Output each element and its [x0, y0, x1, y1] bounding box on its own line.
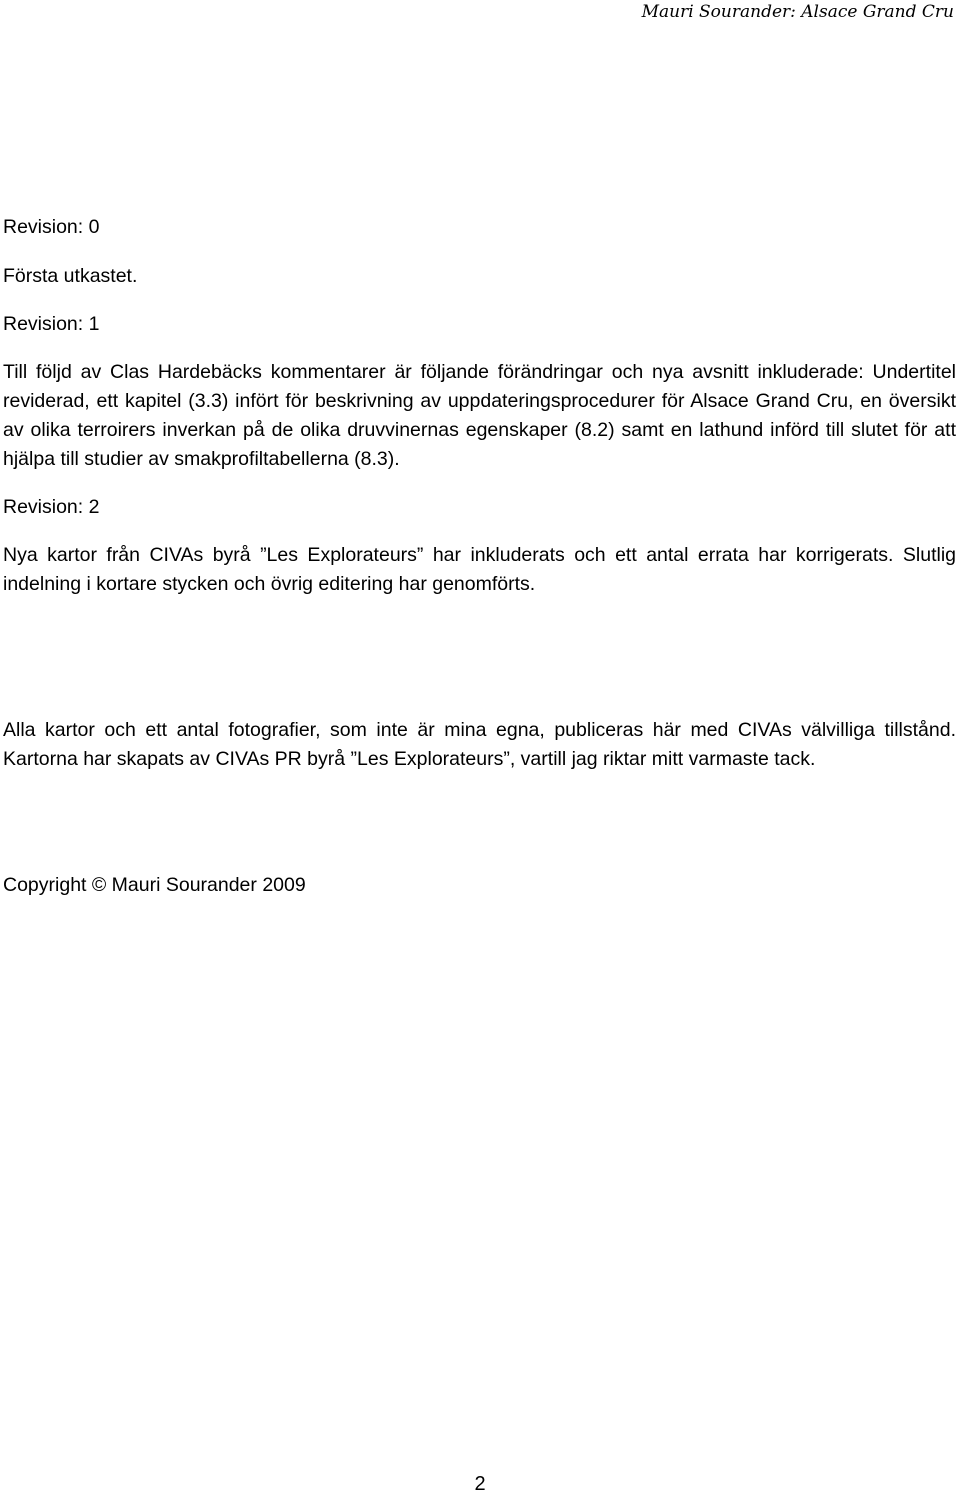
- page-number: 2: [474, 1473, 486, 1495]
- revision-1-heading: Revision: 1: [3, 313, 100, 335]
- running-header: Mauri Sourander: Alsace Grand Cru: [641, 2, 954, 22]
- revision-0-heading: Revision: 0: [3, 216, 100, 238]
- acknowledgement-paragraph: Alla kartor och ett antal fotografier, som inte är mina egna, publiceras här med CIVAs välvilliga tillstånd. Kartorna har skapats av CIVAs PR byrå ”Les Explorateurs”, vartill jag riktar mitt varmaste tack.: [3, 719, 956, 770]
- copyright-notice: Copyright © Mauri Sourander 2009: [3, 874, 306, 896]
- revision-2-text: Nya kartor från CIVAs byrå ”Les Explorateurs” har inkluderats och ett antal errata har korrigerats. Slutlig indelning i kortare stycken och övrig editering har genomförts.: [3, 544, 956, 595]
- revision-0-text: Första utkastet.: [3, 265, 138, 287]
- revision-2-heading: Revision: 2: [3, 496, 100, 518]
- revision-1-text: Till följd av Clas Hardebäcks kommentarer är följande förändringar och nya avsnitt inkluderade: Undertitel reviderad, ett kapitel (3.3) infört för beskrivning av uppdateringsprocedurer för Alsace Grand Cru, en översikt av olika terroirers inverkan på de olika druvvinernas egenskaper (8.2) samt en lathund införd till slutet för att hjälpa till studier av smakprofiltabellerna (8.3).: [3, 361, 956, 470]
